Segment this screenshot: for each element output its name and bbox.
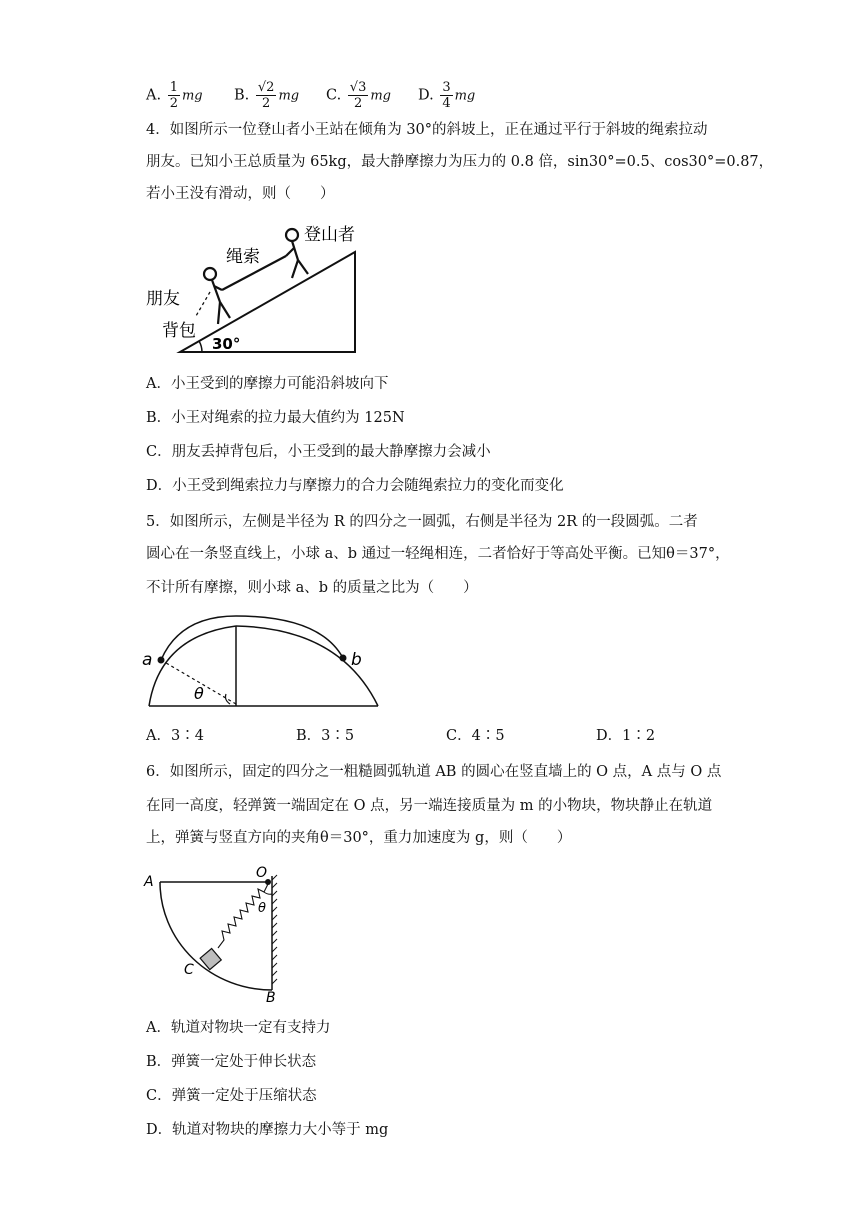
q4-option-c: C．朋友丢掉背包后，小王受到的最大静摩擦力会减小: [146, 444, 491, 460]
q4-option-a: A．小王受到的摩擦力可能沿斜坡向下: [146, 376, 389, 392]
angle-mark: [264, 892, 272, 894]
rope-arc: [161, 616, 343, 660]
label-o: O: [256, 865, 268, 881]
q3-option-a: A. $\frac{1}{2}$ mg: [146, 80, 203, 111]
q6-option-b: B．弹簧一定处于伸长状态: [146, 1054, 317, 1070]
q5-option-b: B．3∶5: [296, 728, 355, 744]
q3-option-b: B. $\frac{√2}{2}$ mg: [234, 80, 300, 111]
q5-option-d: D．1∶2: [596, 728, 656, 744]
q6-stem-line-1: 6．如图所示，固定的四分之一粗糙圆弧轨道 AB 的圆心在竖直墙上的 O 点，A 点与 O 点: [146, 764, 722, 780]
q6-option-d: D．轨道对物块的摩擦力大小等于 mg: [146, 1122, 389, 1138]
q5-figure: [140, 610, 386, 712]
friend-figure: [204, 268, 230, 324]
q5-stem-line-3: 不计所有摩擦，则小球 a、b 的质量之比为（ ）: [146, 580, 478, 596]
q4-stem-line-1: 4．如图所示一位登山者小王站在倾角为 30°的斜坡上，正在通过平行于斜坡的绳索拉动: [146, 122, 708, 138]
backpack-dashed-line: [196, 292, 210, 316]
climber-label: 登山者: [304, 225, 355, 245]
q5-option-a: A．3∶4: [146, 728, 204, 744]
q4-figure: [140, 218, 370, 360]
q3-option-d: D. $\frac{3}{4}$ mg: [418, 80, 476, 111]
label-theta: θ: [258, 901, 266, 916]
angle-mark: [226, 694, 231, 704]
angle-arc: [199, 341, 202, 352]
fraction: $\frac{3}{4}$: [442, 80, 451, 111]
left-arc: [149, 626, 236, 706]
q6-figure: [140, 862, 290, 1004]
ball-a-label: a: [142, 650, 153, 670]
q6-option-a: A．轨道对物块一定有支持力: [146, 1020, 331, 1036]
q3-option-c: C. $\frac{√3}{2}$ mg: [326, 80, 392, 111]
backpack-label: 背包: [162, 321, 196, 341]
q6-stem-line-2: 在同一高度，轻弹簧一端固定在 O 点，另一端连接质量为 m 的小物块，物块静止在轨道: [146, 798, 713, 814]
ball-b-label: b: [351, 650, 362, 670]
angle-label: 30°: [212, 335, 241, 353]
fraction: $\frac{√3}{2}$: [349, 80, 367, 111]
theta-label: θ: [194, 684, 204, 703]
q5-stem-line-2: 圆心在一条竖直线上，小球 a、b 通过一轻绳相连，二者恰好于等高处平衡。已知θ＝37°，: [146, 546, 730, 562]
q4-stem-line-3: 若小王没有滑动，则（ ）: [146, 186, 335, 202]
label-c: C: [184, 962, 194, 978]
label-b: B: [266, 990, 276, 1004]
label-a: A: [144, 874, 154, 890]
q4-option-d: D．小王受到绳索拉力与摩擦力的合力会随绳索拉力的变化而变化: [146, 478, 564, 494]
arc-track: [160, 882, 272, 990]
q4-stem-line-2: 朋友。已知小王总质量为 65kg，最大静摩擦力为压力的 0.8 倍，sin30°=0.5、cos30°=0.87，: [146, 154, 774, 170]
q6-option-c: C．弹簧一定处于压缩状态: [146, 1088, 317, 1104]
fraction: $\frac{√2}{2}$: [257, 80, 275, 111]
q4-option-b: B．小王对绳索的拉力最大值约为 125N: [146, 410, 405, 426]
ball-a: [158, 657, 165, 664]
q6-stem-line-3: 上，弹簧与竖直方向的夹角θ＝30°，重力加速度为 g，则（ ）: [146, 830, 572, 846]
fraction: $\frac{1}{2}$: [169, 80, 178, 111]
ball-b: [340, 655, 347, 662]
rope-label: 绳索: [226, 247, 260, 267]
spring: [218, 884, 268, 948]
q5-stem-line-1: 5．如图所示，左侧是半径为 R 的四分之一圆弧，右侧是半径为 2R 的一段圆弧。二者: [146, 514, 698, 530]
q5-option-c: C．4∶5: [446, 728, 505, 744]
friend-label: 朋友: [146, 289, 180, 309]
